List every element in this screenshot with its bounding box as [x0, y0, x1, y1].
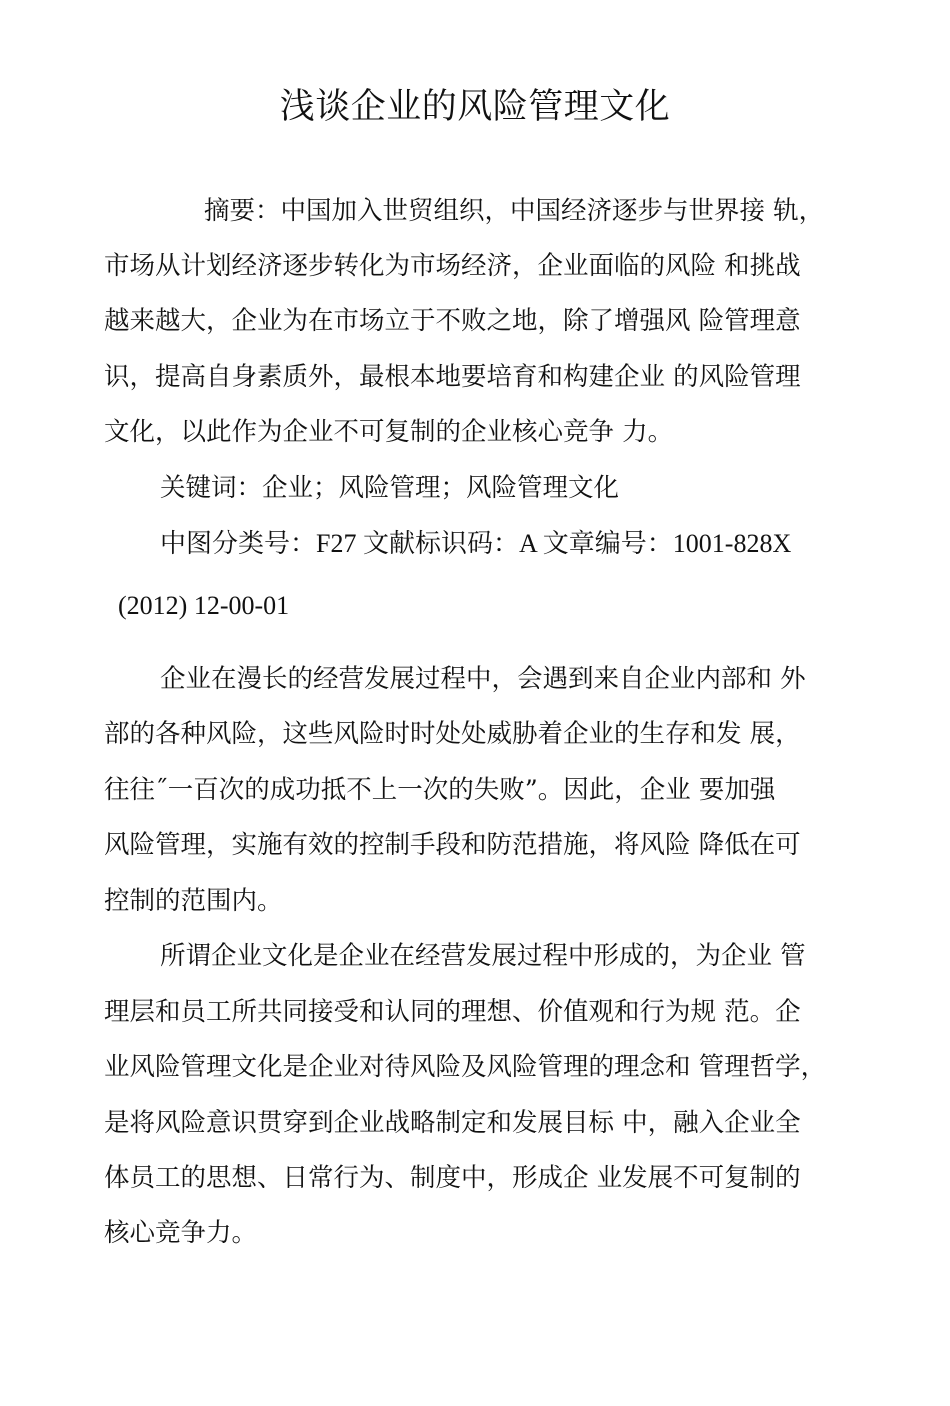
paragraph-2-line-1: 所谓企业文化是企业在经营发展过程中形成的，为企业 管: [160, 941, 806, 971]
abstract-line-1: 摘要：中国加入世贸组织，中国经济逐步与世界接 轨，: [204, 196, 825, 226]
paragraph-1-line-3: 往往˝一百次的成功抵不上一次的失败”。因此，企业 要加强: [104, 775, 776, 805]
abstract-line-3: 越来越大，企业为在市场立于不败之地，除了增强风 险管理意: [104, 306, 801, 336]
paragraph-1-line-4: 风险管理，实施有效的控制手段和防范措施，将风险 降低在可: [104, 830, 801, 860]
paragraph-1-line-1: 企业在漫长的经营发展过程中，会遇到来自企业内部和 外: [160, 664, 806, 694]
paragraph-2-line-4: 是将风险意识贯穿到企业战略制定和发展目标 中，融入企业全: [104, 1108, 801, 1138]
issue-line: (2012) 12-00-01: [118, 591, 290, 620]
paragraph-2-line-6: 核心竞争力。: [104, 1218, 258, 1248]
classification-line: 中图分类号：F27 文献标识码：A 文章编号：1001-828X: [160, 529, 792, 558]
paragraph-1-line-5: 控制的范围内。: [104, 886, 283, 916]
document-title: 浅谈企业的风险管理文化: [279, 87, 671, 127]
abstract-line-5: 文化，以此作为企业不可复制的企业核心竞争 力。: [104, 417, 674, 447]
paragraph-2-line-5: 体员工的思想、日常行为、制度中，形成企 业发展不可复制的: [104, 1163, 801, 1193]
paragraph-2-line-2: 理层和员工所共同接受和认同的理想、价值观和行为规 范。企: [104, 997, 801, 1027]
keywords-line: 关键词：企业；风险管理；风险管理文化: [160, 473, 620, 503]
abstract-line-2: 市场从计划经济逐步转化为市场经济，企业面临的风险 和挑战: [104, 251, 801, 281]
abstract-line-4: 识，提高自身素质外，最根本地要培育和构建企业 的风险管理: [104, 362, 801, 392]
paragraph-1-line-2: 部的各种风险，这些风险时时处处威胁着企业的生存和发 展，: [104, 719, 801, 749]
paragraph-2-line-3: 业风险管理文化是企业对待风险及风险管理的理念和 管理哲学，: [104, 1052, 827, 1082]
